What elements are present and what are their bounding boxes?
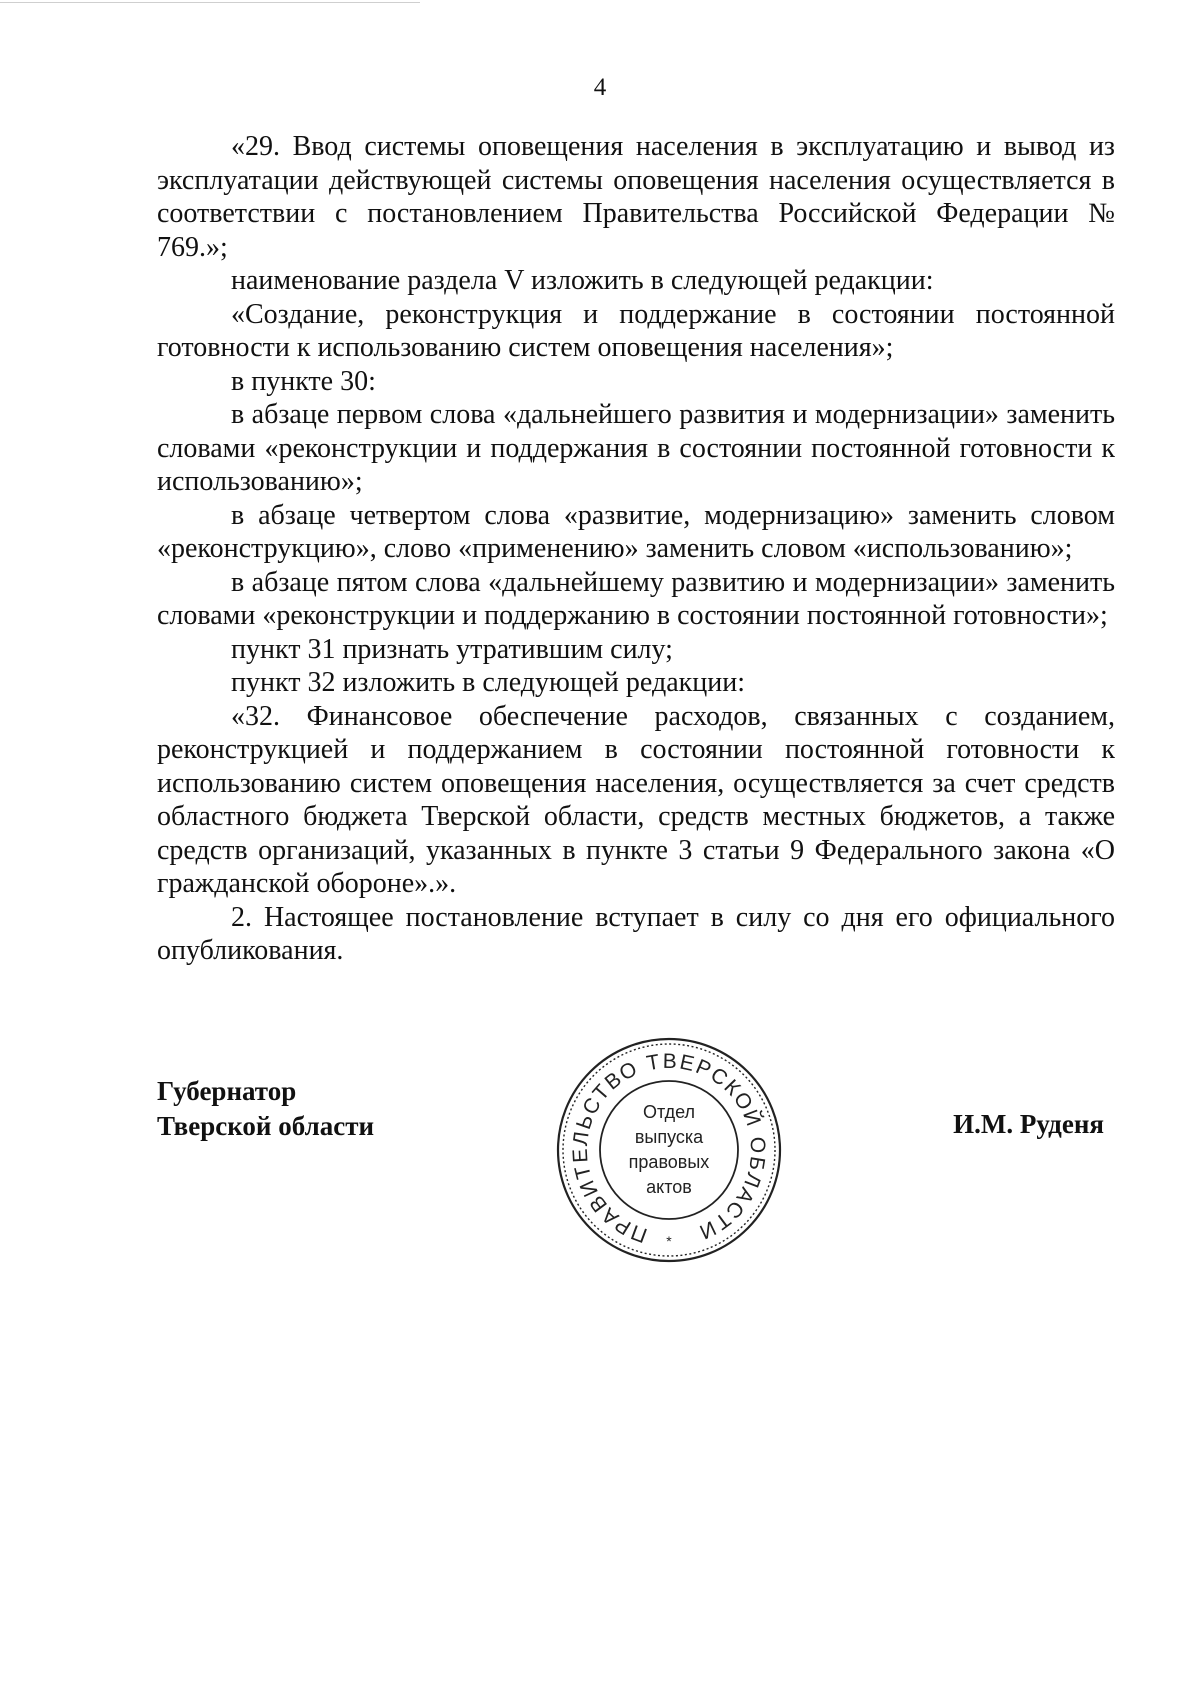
seal-star: *: [666, 1233, 672, 1249]
paragraph: пункт 32 изложить в следующей редакции:: [231, 667, 745, 698]
scan-edge-line: [0, 2, 420, 3]
seal-center-line: Отдел: [642, 1102, 696, 1122]
signatory-name: И.М. Руденя: [953, 1109, 1104, 1139]
seal-ring-text: ПРАВИТЕЛЬСТВО ТВЕРСКОЙ ОБЛАСТИ: [568, 1049, 770, 1247]
paragraph: 2. Настоящее постановление вступает в силу со дня его официального опубликования.: [157, 901, 1115, 966]
paragraph: в абзаце четвертом слова «развитие, модернизацию» заменить словом «реконструкцию», слово «применению» заменить словом «использованию»;: [157, 499, 1115, 564]
official-seal: [555, 1036, 783, 1264]
document-body: [157, 130, 1115, 968]
paragraph: «29. Ввод системы оповещения населения в эксплуатацию и вывод из эксплуатации действующей системы оповещения населения осуществляется в соответствии с постановлением Правительства Российской Федерации № 769.»;: [157, 131, 1115, 263]
seal-center-line: правовых: [628, 1152, 710, 1172]
paragraph: наименование раздела V изложить в следующей редакции:: [231, 265, 934, 296]
signatory-title: [157, 1074, 374, 1144]
paragraph: пункт 31 признать утратившим силу;: [231, 633, 673, 665]
paragraph: в пункте 30:: [231, 365, 376, 397]
seal-center-line: актов: [646, 1177, 692, 1197]
paragraph: в абзаце первом слова «дальнейшего развития и модернизации» заменить словами «реконструкции и поддержания в состоянии постоянной готовности к использованию»;: [157, 399, 1115, 497]
paragraph: «Создание, реконструкция и поддержание в состоянии постоянной готовности к использованию систем оповещения населения»;: [157, 298, 1115, 363]
signatory-title-line2: Тверской области: [157, 1111, 375, 1141]
seal-center-line: выпуска: [634, 1127, 704, 1147]
paragraph: «32. Финансовое обеспечение расходов, связанных с созданием, реконструкцией и поддержанием в состоянии постоянной готовности к использованию систем оповещения населения, осуществляется за счет средств областного бюджета Тверской области, средств местных бюджетов, а также средств организаций, указанных в пункте 3 статьи 9 Федерального закона «О гражданской обороне».».: [157, 700, 1115, 899]
signatory-title-line1: Губернатор: [157, 1076, 297, 1106]
paragraph: в абзаце пятом слова «дальнейшему развитию и модернизации» заменить словами «реконструкции и поддержанию в состоянии постоянной готовности»;: [157, 566, 1115, 631]
seal-center-text: [555, 1100, 783, 1200]
page-number: 4: [593, 74, 607, 101]
